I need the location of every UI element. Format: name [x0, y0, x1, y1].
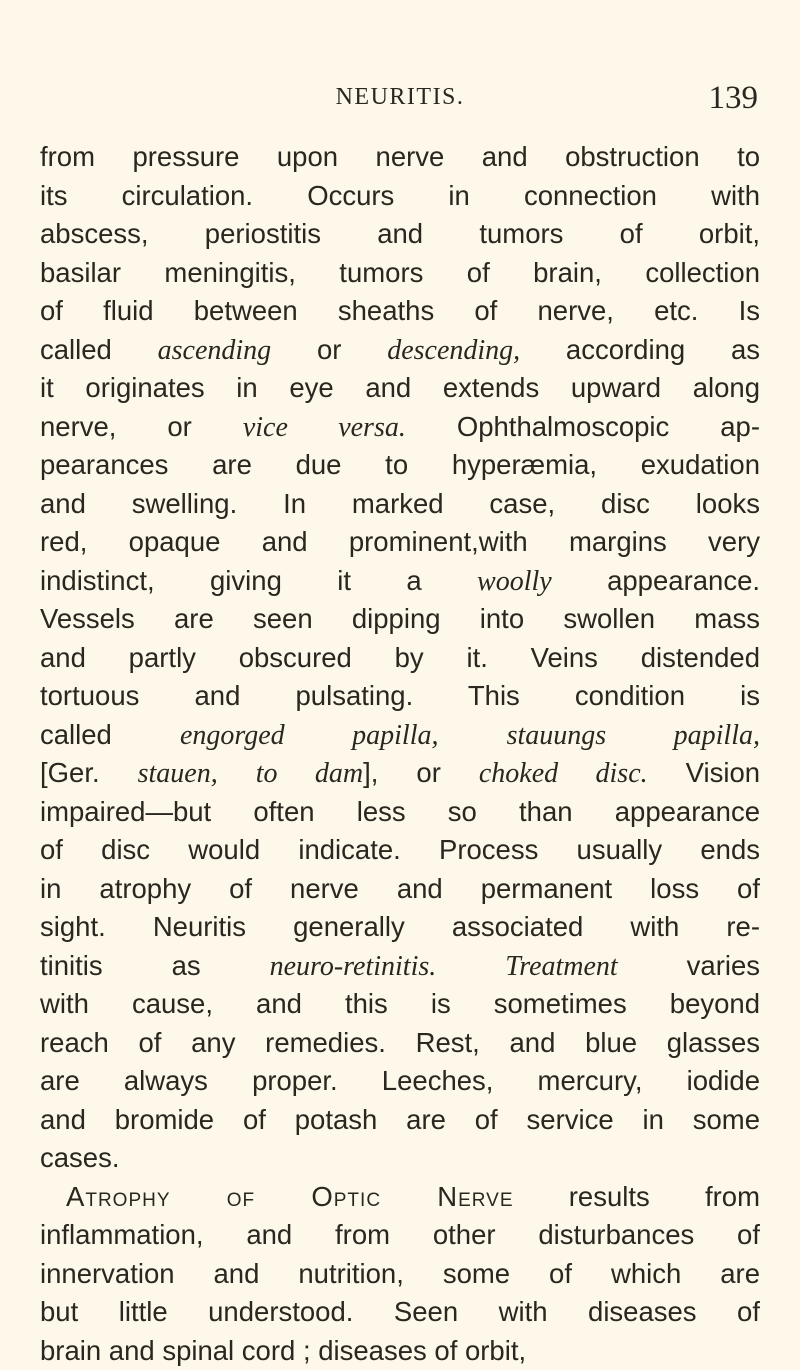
text-segment: innervation and nutrition, some of which are: [40, 1258, 760, 1289]
text-segment: pearances are due to hyperæmia, exudation: [40, 449, 760, 480]
text-line: [40, 177, 760, 216]
text-segment: inflammation, and from other disturbances of: [40, 1219, 760, 1250]
text-segment: tinitis as: [40, 950, 270, 981]
italic-term: choked disc.: [479, 758, 648, 789]
text-line: [40, 716, 760, 755]
text-segment: with cause, and this is sometimes beyond: [40, 988, 760, 1019]
text-line: [40, 1216, 760, 1255]
text-segment: indistinct, giving it a: [40, 565, 477, 596]
text-segment: and bromide of potash are of service in some: [40, 1104, 760, 1135]
text-line: [40, 446, 760, 485]
section-heading: Atrophy of Optic Nerve: [66, 1181, 514, 1212]
text-segment: impaired—but often less so than appearance: [40, 796, 760, 827]
text-line: [40, 292, 760, 331]
italic-term: stauen,: [138, 758, 218, 789]
text-segment: of disc would indicate. Process usually ends: [40, 834, 760, 865]
text-line: [40, 485, 760, 524]
text-segment: of fluid between sheaths of nerve, etc. Is: [40, 295, 760, 326]
body-text: [40, 138, 760, 1370]
text-segment: called: [40, 719, 180, 750]
text-segment: nerve, or: [40, 411, 243, 442]
italic-term: engorged papilla,: [180, 720, 439, 751]
running-head: [40, 80, 760, 120]
text-line: [40, 754, 760, 793]
text-segment: [436, 950, 505, 981]
text-segment: its circulation. Occurs in connection with: [40, 180, 760, 211]
text-line: [40, 215, 760, 254]
text-segment: appearance.: [552, 565, 760, 596]
text-line: [40, 870, 760, 909]
text-segment: Vision: [648, 757, 760, 788]
text-line: [40, 369, 760, 408]
text-segment: ], or: [363, 757, 479, 788]
text-line: [40, 1101, 760, 1140]
text-line: [40, 254, 760, 293]
text-line: [40, 677, 760, 716]
text-segment: varies: [618, 950, 760, 981]
text-segment: results from: [514, 1181, 760, 1212]
text-segment: from pressure upon nerve and obstruction to: [40, 141, 760, 172]
text-line: [40, 138, 760, 177]
italic-term: neuro-retinitis.: [270, 951, 437, 982]
text-line: [40, 408, 760, 447]
text-segment: brain and spinal cord ; diseases of orbit,: [40, 1335, 526, 1366]
text-segment: sight. Neuritis generally associated with re-: [40, 911, 760, 942]
text-line: [40, 331, 760, 370]
text-line: [40, 562, 760, 601]
italic-term: to dam: [256, 758, 363, 789]
text-segment: tortuous and pulsating. This condition is: [40, 680, 760, 711]
text-segment: cases.: [40, 1142, 119, 1173]
text-segment: according as: [520, 334, 760, 365]
text-line: [40, 600, 760, 639]
text-line: [40, 1062, 760, 1101]
chapter-title: NEURITIS.: [40, 84, 760, 111]
text-line: [40, 639, 760, 678]
text-segment: red, opaque and prominent,with margins very: [40, 526, 760, 557]
italic-term: woolly: [477, 566, 552, 597]
text-line: [40, 947, 760, 986]
text-segment: called: [40, 334, 158, 365]
text-segment: reach of any remedies. Rest, and blue glasses: [40, 1027, 760, 1058]
text-segment: and partly obscured by it. Veins distended: [40, 642, 760, 673]
italic-term: ascending: [158, 335, 272, 366]
text-line: [40, 1255, 760, 1294]
italic-term: stauungs papilla,: [507, 720, 760, 751]
text-line: [40, 831, 760, 870]
page-number: 139: [709, 80, 759, 117]
text-line: [40, 1178, 760, 1217]
text-segment: in atrophy of nerve and permanent loss of: [40, 873, 760, 904]
text-line: [40, 1024, 760, 1063]
text-segment: [Ger.: [40, 757, 138, 788]
italic-term: Treatment: [505, 951, 618, 982]
italic-term: descending,: [387, 335, 520, 366]
text-segment: and swelling. In marked case, disc looks: [40, 488, 760, 519]
text-line: [40, 1293, 760, 1332]
text-line: [40, 1332, 760, 1370]
text-segment: but little understood. Seen with diseases of: [40, 1296, 760, 1327]
text-segment: [439, 719, 507, 750]
text-segment: Vessels are seen dipping into swollen mass: [40, 603, 760, 634]
text-segment: Ophthalmoscopic ap-: [406, 411, 760, 442]
text-segment: abscess, periostitis and tumors of orbit,: [40, 218, 760, 249]
text-line: [40, 908, 760, 947]
text-segment: or: [271, 334, 387, 365]
text-line: [40, 1139, 760, 1178]
text-segment: [218, 757, 256, 788]
text-line: [40, 985, 760, 1024]
text-line: [40, 523, 760, 562]
text-segment: it originates in eye and extends upward along: [40, 372, 760, 403]
text-line: [40, 793, 760, 832]
text-segment: basilar meningitis, tumors of brain, collection: [40, 257, 760, 288]
text-segment: are always proper. Leeches, mercury, iodide: [40, 1065, 760, 1096]
italic-term: vice versa.: [243, 412, 406, 443]
